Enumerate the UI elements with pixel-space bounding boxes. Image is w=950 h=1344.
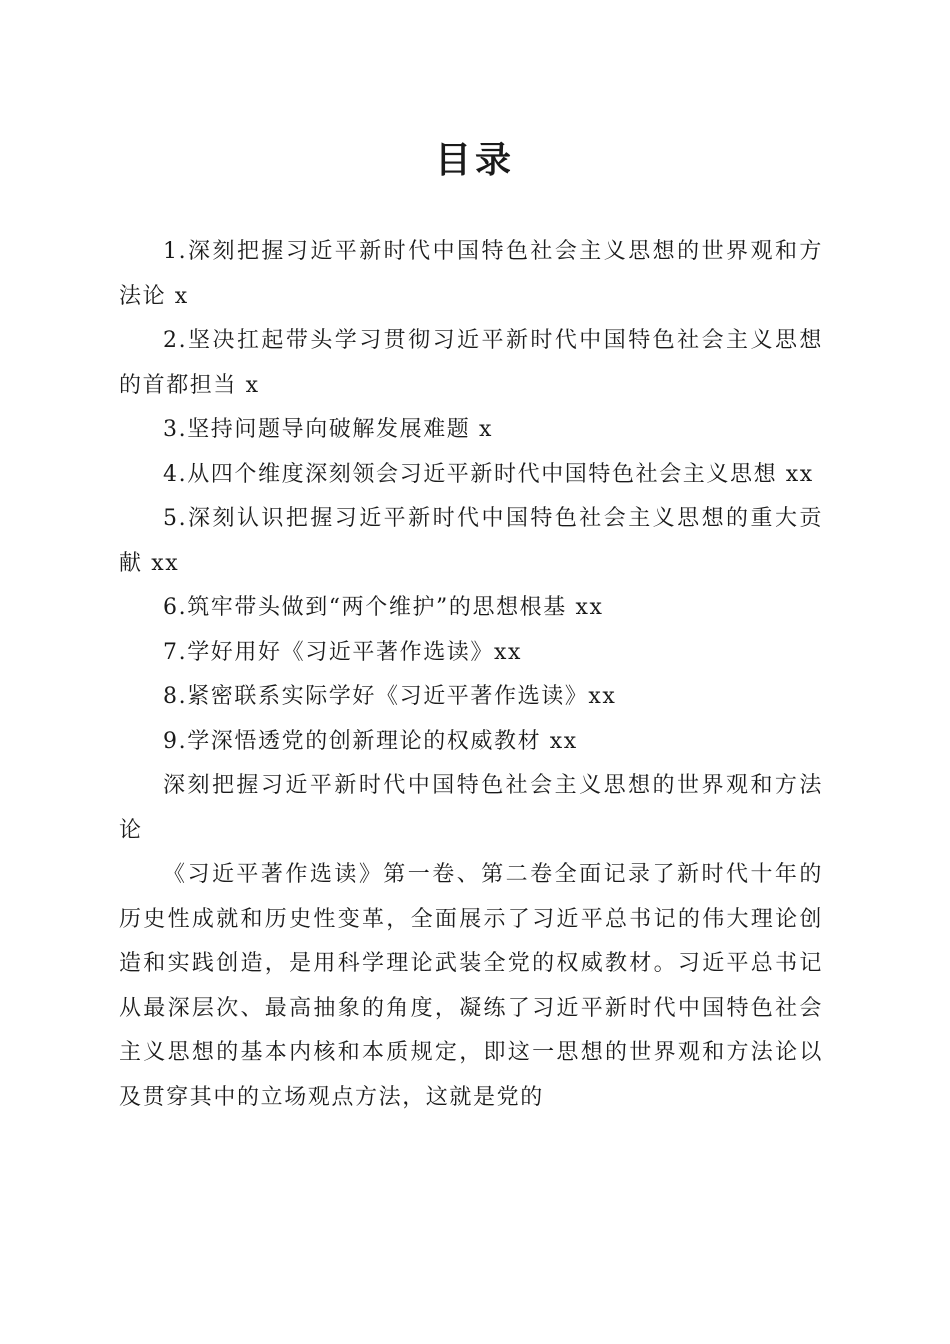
toc-item-3: 3.坚持问题导向破解发展难题 x	[163, 417, 493, 442]
toc-item-7: 7.学好用好《习近平著作选读》xx	[163, 639, 523, 665]
section-heading: 深刻把握习近平新时代中国特色社会主义思想的世界观和方法论	[119, 773, 823, 843]
body-paragraph: 《习近平著作选读》第一卷、第二卷全面记录了新时代十年的历史性成就和历史性变革，全面展示了习近平总书记的伟大理论创造和实践创造，是用科学理论武装全党的权威教材。习近平总书记从最深层次、最高抽象的角度，凝练了习近平新时代中国特色社会主义思想的基本内核和本质规定，即这一思想的世界观和方法论以及贯穿其中的立场观点方法，这就是党的	[119, 862, 823, 1110]
toc-item-9: 9.学深悟透党的创新理论的权威教材 xx	[163, 728, 578, 754]
toc-item-8: 8.紧密联系实际学好《习近平著作选读》xx	[163, 684, 617, 709]
toc-item-6: 6.筑牢带头做到“两个维护”的思想根基 xx	[163, 595, 604, 620]
document-body	[119, 230, 823, 1120]
toc-item-4: 4.从四个维度深刻领会习近平新时代中国特色社会主义思想 xx	[163, 461, 814, 487]
page-title: 目录	[434, 139, 515, 181]
toc-item-1: 1.深刻把握习近平新时代中国特色社会主义思想的世界观和方法论 x	[119, 239, 823, 309]
toc-item-2: 2.坚决扛起带头学习贯彻习近平新时代中国特色社会主义思想的首都担当 x	[119, 328, 823, 398]
toc-item-5: 5.深刻认识把握习近平新时代中国特色社会主义思想的重大贡献 xx	[119, 506, 823, 576]
